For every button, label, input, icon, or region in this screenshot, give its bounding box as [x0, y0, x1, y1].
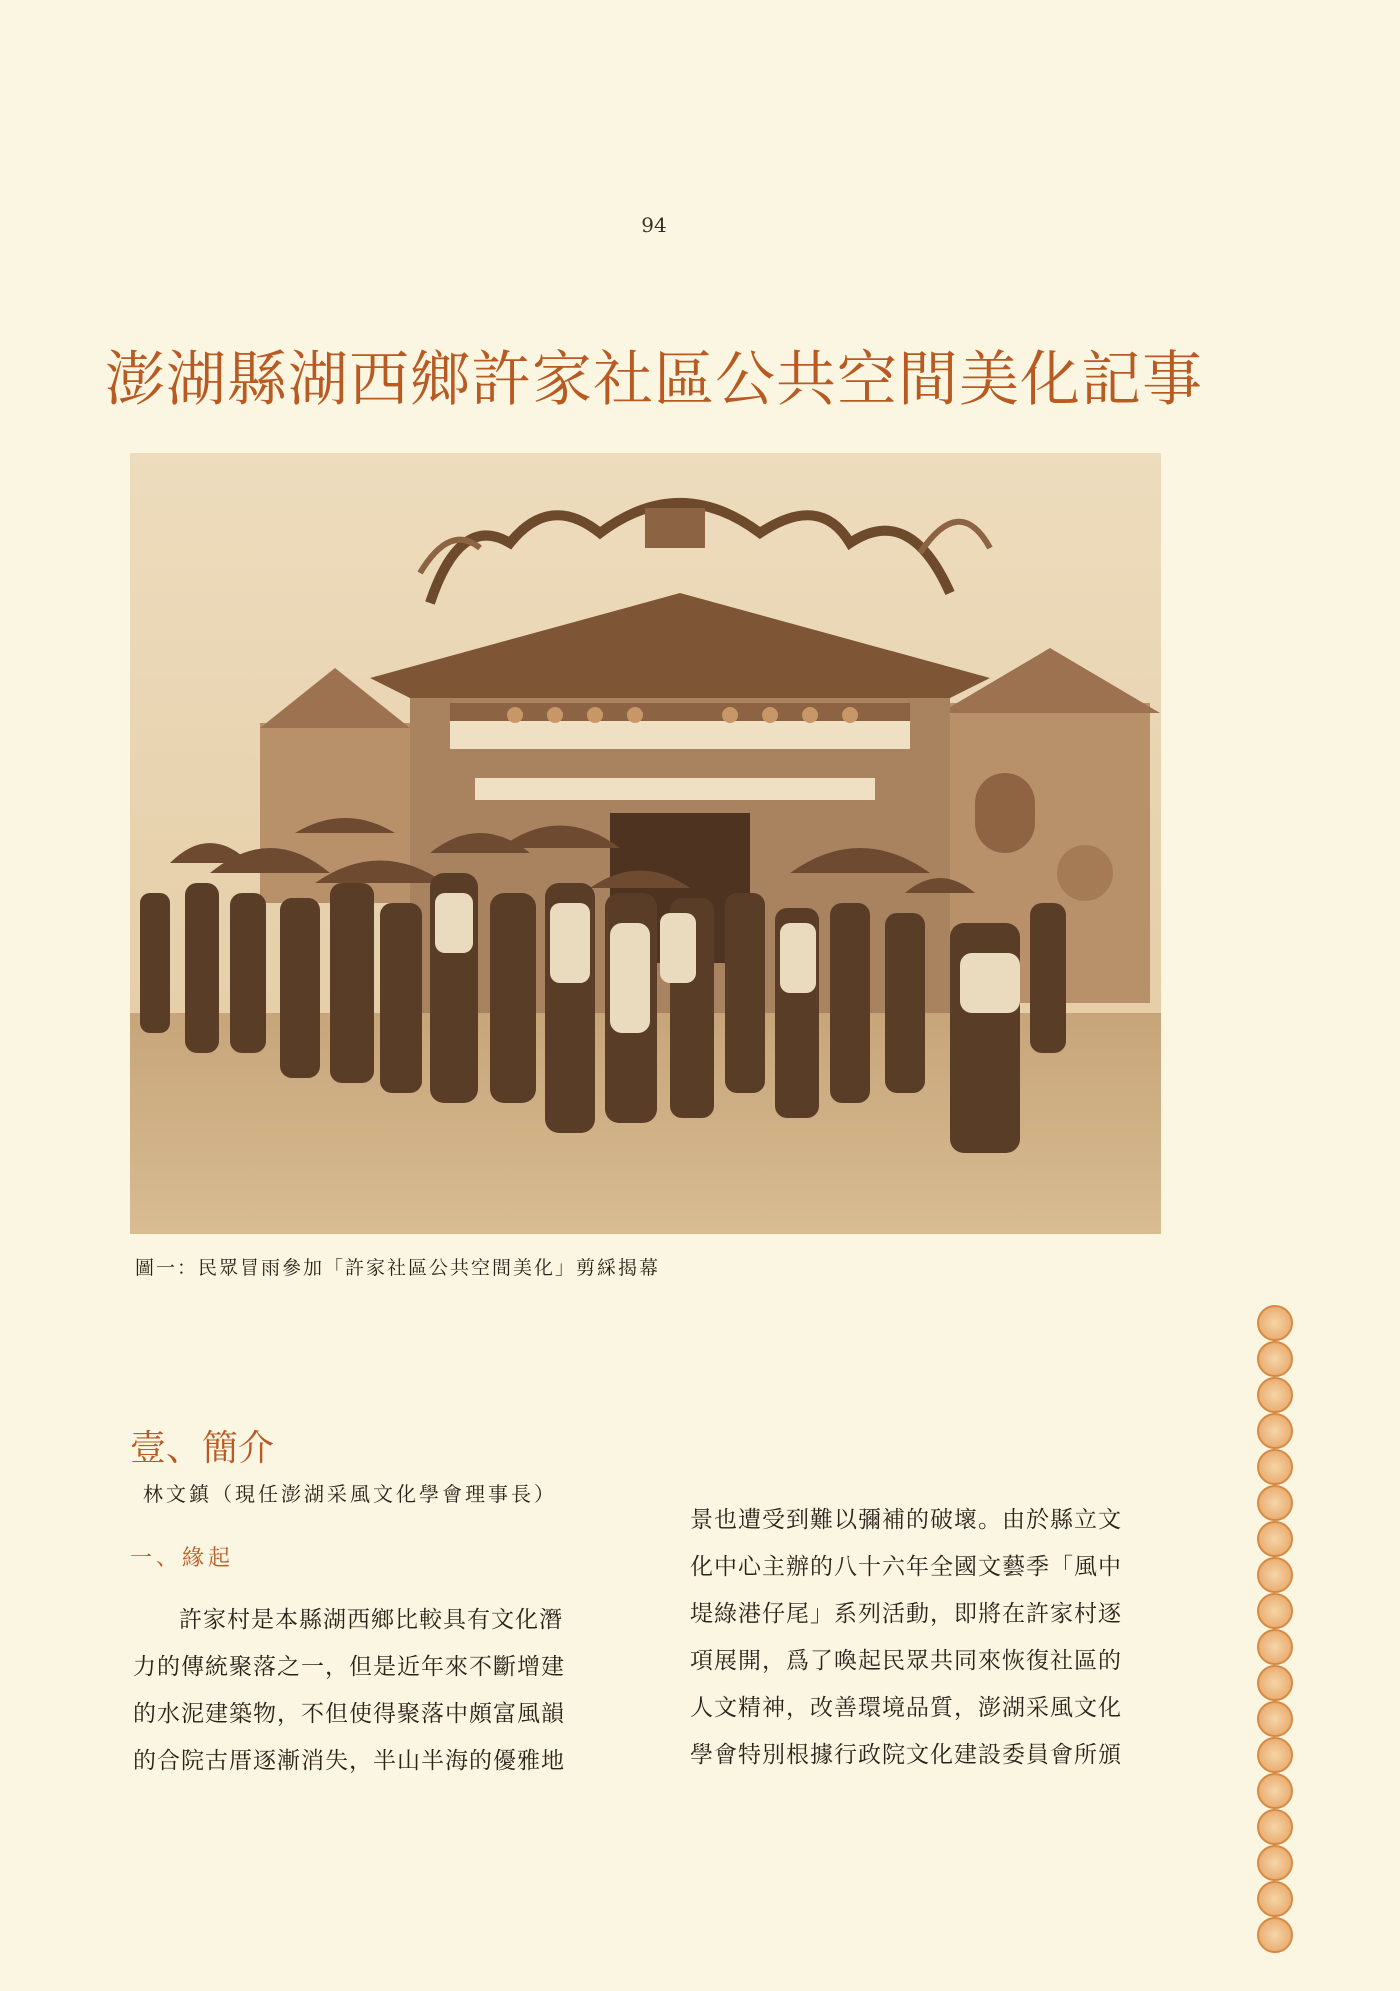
paragraph-line: 的水泥建築物，不但使得聚落中頗富風韻 [133, 1701, 565, 1727]
ornament-medallion-icon [1257, 1413, 1293, 1449]
body-right-column [690, 1497, 1160, 1779]
ornament-medallion-icon [1257, 1449, 1293, 1485]
figure-caption: 圖一：民眾冒雨參加「許家社區公共空間美化」剪綵揭幕 [135, 1257, 661, 1279]
paragraph-line: 力的傳統聚落之一，但是近年來不斷增建 [133, 1654, 565, 1680]
ornament-medallion-icon [1257, 1773, 1293, 1809]
ornament-medallion-icon [1257, 1737, 1293, 1773]
page-title: 澎湖縣湖西鄉許家社區公共空間美化記事 [105, 345, 1203, 416]
ornament-medallion-icon [1257, 1305, 1293, 1341]
author-line: 林文鎮（現任澎湖采風文化學會理事長） [143, 1482, 557, 1506]
paragraph-line: 景也遭受到難以彌補的破壞。由於縣立文 [690, 1507, 1122, 1533]
ornament-medallion-icon [1257, 1485, 1293, 1521]
paragraph-line: 人文精神，改善環境品質，澎湖采風文化 [690, 1695, 1122, 1721]
ornament-medallion-icon [1257, 1629, 1293, 1665]
side-ornament [1253, 1305, 1297, 1953]
ornament-medallion-icon [1257, 1665, 1293, 1701]
paragraph-line: 許家村是本縣湖西鄉比較具有文化潛 [179, 1607, 563, 1633]
temple-photo [130, 453, 1161, 1234]
section-heading: 壹、簡介 [130, 1428, 275, 1469]
body-left-column [133, 1597, 605, 1785]
ornament-medallion-icon [1257, 1341, 1293, 1377]
ornament-medallion-icon [1257, 1377, 1293, 1413]
ornament-medallion-icon [1257, 1809, 1293, 1845]
page-number: 94 [641, 213, 667, 237]
paragraph-line: 化中心主辦的八十六年全國文藝季「風中 [690, 1554, 1122, 1580]
paragraph-line: 的合院古厝逐漸消失，半山半海的優雅地 [133, 1748, 565, 1774]
ornament-medallion-icon [1257, 1845, 1293, 1881]
paragraph-line: 堤綠港仔尾」系列活動，即將在許家村逐 [690, 1601, 1122, 1627]
paragraph-line: 項展開，爲了喚起民眾共同來恢復社區的 [690, 1648, 1122, 1674]
ornament-medallion-icon [1257, 1917, 1293, 1953]
subsection-heading: 一、緣起 [130, 1546, 235, 1571]
paragraph-line: 學會特別根據行政院文化建設委員會所頒 [690, 1742, 1122, 1768]
ornament-medallion-icon [1257, 1521, 1293, 1557]
ornament-medallion-icon [1257, 1593, 1293, 1629]
ornament-medallion-icon [1257, 1701, 1293, 1737]
ornament-medallion-icon [1257, 1557, 1293, 1593]
ornament-medallion-icon [1257, 1881, 1293, 1917]
